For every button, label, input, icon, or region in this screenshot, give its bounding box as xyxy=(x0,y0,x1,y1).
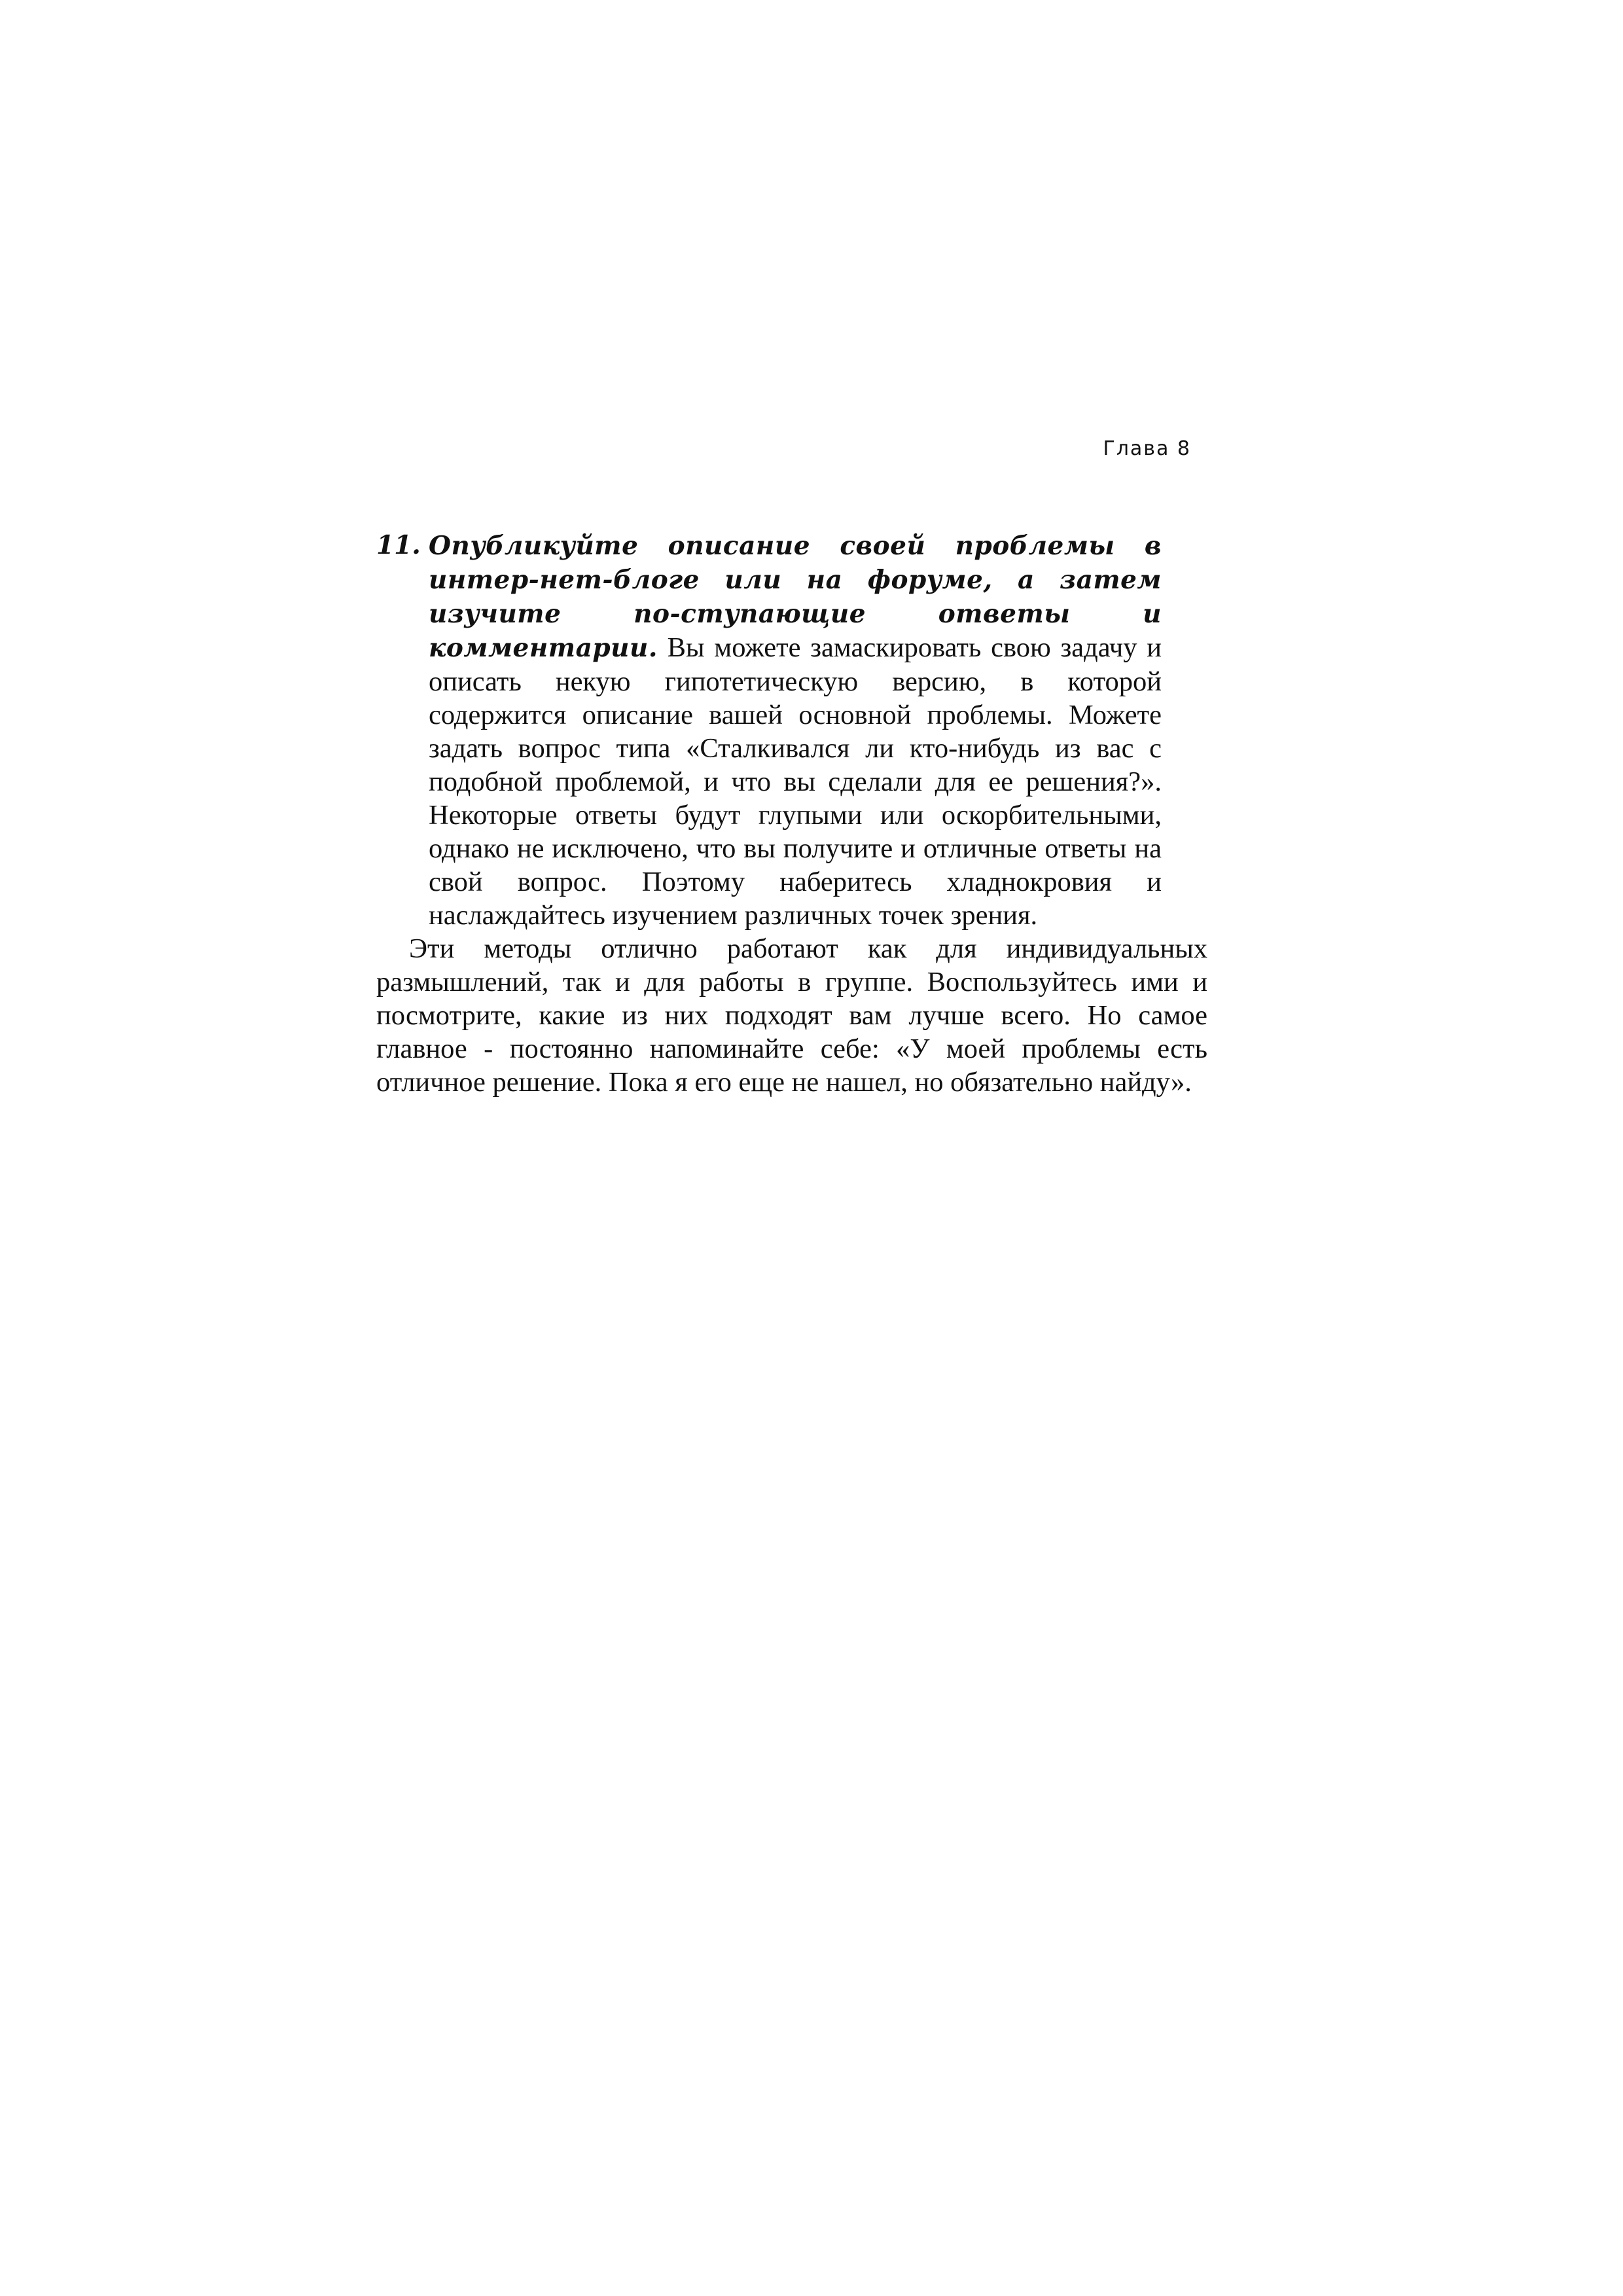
list-item-title: Опубликуйте описание своей проблемы в интер-нет-блоге или на форуме, а затем изучите по-ступающие ответы и комментарии. xyxy=(429,531,1162,663)
list-item xyxy=(376,529,1162,932)
page-body xyxy=(376,529,1207,1099)
closing-paragraph: Эти методы отлично работают как для индивидуальных размышлений, так и для работы в группе. Воспользуйтесь ими и посмотрите, какие из них подходят вам лучше всего. Но самое главное - постоянно напоминайте себе: «У моей проблемы есть отличное решение. Пока я его еще не нашел, но обязательно найду». xyxy=(376,933,1207,1098)
running-head: Глава 8 xyxy=(1103,437,1191,460)
list-item-body: Вы можете замаскировать свою задачу и описать некую гипотетическую версию, в которой содержится описание вашей основной проблемы. Можете задать вопрос типа «Сталкивался ли кто-нибудь из вас с подобной проблемой, и что вы сделали для ее решения?». Некоторые ответы будут глупыми или оскорбительными, однако не исключено, что вы получите и отличные ответы на свой вопрос. Поэтому наберитесь хладнокровия и наслаждайтесь изучением различных точек зрения. xyxy=(429,632,1162,931)
list-item-number: 11. xyxy=(376,530,421,560)
